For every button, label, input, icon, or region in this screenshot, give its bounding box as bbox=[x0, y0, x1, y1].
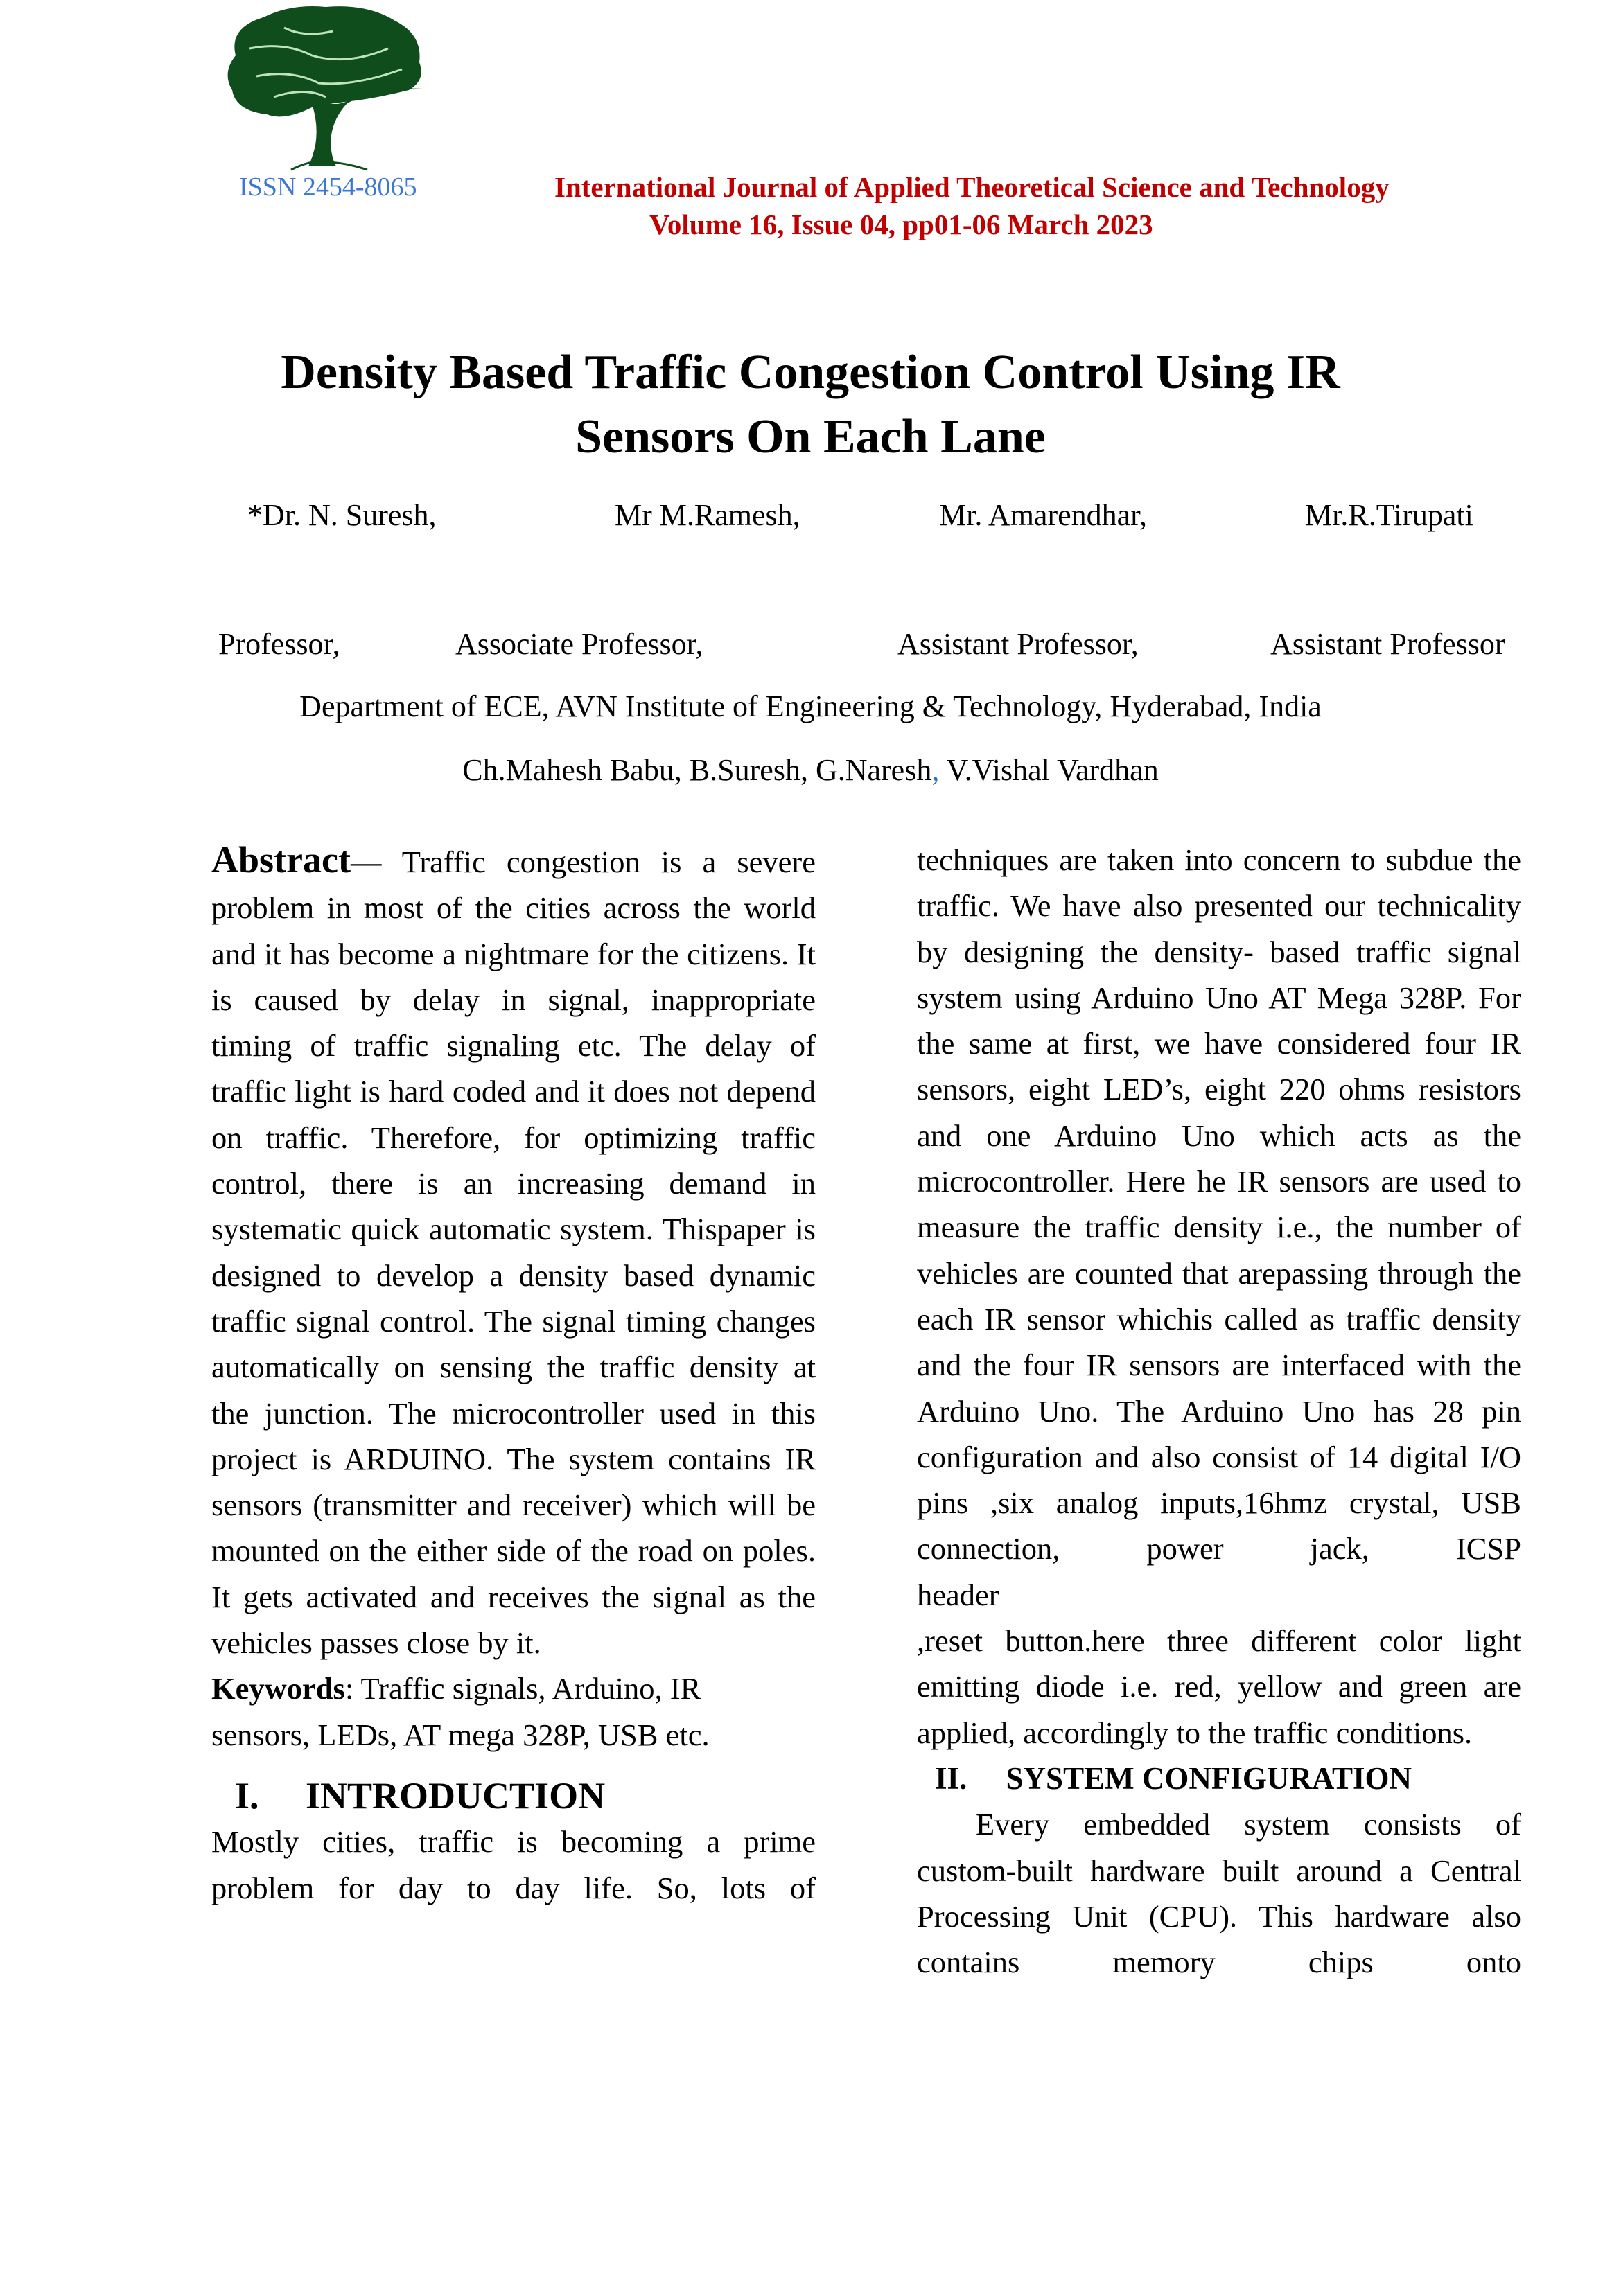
affiliation: Department of ECE, AVN Institute of Engineering & Technology, Hyderabad, India bbox=[299, 689, 1322, 723]
introduction-paragraph-cont-2: header bbox=[917, 1577, 999, 1612]
abstract-heading: Abstract bbox=[211, 839, 351, 881]
author-designation: Professor, bbox=[218, 627, 340, 661]
student-authors bbox=[0, 755, 1621, 786]
author-designation: Assistant Professor, bbox=[897, 627, 1139, 661]
paper-title-line-2: Sensors On Each Lane bbox=[575, 410, 1046, 463]
separator-comma: , bbox=[931, 753, 940, 787]
abstract-dash: — bbox=[350, 845, 382, 879]
introduction-paragraph-cont-3: ,reset button.here three different color light emitting diode i.e. red, yellow and green are applied, accordingly to the traffic conditions. bbox=[917, 1623, 1521, 1750]
introduction-paragraph-cont: techniques are taken into concern to subdue the traffic. We have also presented our technicality by designing the density- based traffic signal system using Arduino Uno AT Mega 328P. For the same at first, we have considered four IR sensors, eight LED’s, eight 220 ohms resistors and one Arduino Uno which acts as the microcontroller. Here he IR sensors are used to measure the traffic density i.e., the number of vehicles are counted that arepassing through the each IR sensor whichis called as traffic density and the four IR sensors are interfaced with the Arduino Uno. The Arduino Uno has 28 pin configuration and also consist of 14 digital I/O pins ,six analog inputs,16hmz crystal, USB connection, power jack, ICSP bbox=[917, 842, 1521, 1566]
section-heading-system-configuration bbox=[917, 1756, 1521, 1801]
paper-title-line-1: Density Based Traffic Congestion Control Using IR bbox=[281, 346, 1340, 399]
student-names: Ch.Mahesh Babu, B.Suresh, G.Naresh bbox=[462, 753, 932, 787]
section-heading-introduction bbox=[211, 1773, 816, 1819]
keywords-text-2: sensors, LEDs, AT mega 328P, USB etc. bbox=[211, 1717, 710, 1752]
section-title: INTRODUCTION bbox=[306, 1774, 606, 1817]
introduction-paragraph: Mostly cities, traffic is becoming a prime problem for day to day life. So, lots of bbox=[211, 1824, 816, 1905]
left-column bbox=[211, 837, 816, 1911]
keywords-label: Keywords bbox=[211, 1671, 345, 1706]
right-column bbox=[917, 837, 1521, 1985]
journal-name: International Journal of Applied Theoretical Science and Technology bbox=[554, 171, 1390, 203]
author-name: Mr.R.Tirupati bbox=[1305, 498, 1473, 532]
section-number: II. bbox=[935, 1760, 967, 1796]
author-name: Mr M.Ramesh, bbox=[615, 498, 800, 532]
section-number: I. bbox=[235, 1774, 259, 1817]
student-names-last: V.Vishal Vardhan bbox=[939, 753, 1159, 787]
journal-logo bbox=[208, 0, 437, 201]
system-configuration-paragraph: Every embedded system consists of custom-built hardware built around a Central Processing Unit (CPU). This hardware also contains memory chips onto bbox=[917, 1807, 1521, 1980]
keywords-text-1: : Traffic signals, Arduino, IR bbox=[344, 1671, 701, 1706]
author-designation: Associate Professor, bbox=[455, 627, 703, 661]
keywords-line bbox=[211, 1666, 816, 1758]
section-title: SYSTEM CONFIGURATION bbox=[1006, 1760, 1412, 1796]
issn-label: ISSN 2454-8065 bbox=[239, 173, 417, 201]
tree-logo-icon bbox=[208, 0, 437, 201]
abstract-text: Traffic congestion is a severe problem in most of the cities across the world and it has become a nightmare for the citizens. It is caused by delay in signal, inappropriate timing of traffic signaling etc. The delay of traffic light is hard coded and it does not depend on traffic. Therefore, for optimizing traffic control, there is an increasing demand in systematic quick automatic system. Thispaper is designed to develop a density based dynamic traffic signal control. The signal timing changes automatically on sensing the traffic density at the junction. The microcontroller used in this project is ARDUINO. The system contains IR sensors (transmitter and receiver) which will be mounted on the either side of the road on poles. It gets activated and receives the signal as the vehicles passes close by it. bbox=[211, 845, 816, 1661]
author-designation: Assistant Professor bbox=[1270, 627, 1505, 661]
abstract-paragraph bbox=[211, 837, 816, 1666]
journal-issue-line: Volume 16, Issue 04, pp01-06 March 2023 bbox=[649, 209, 1153, 240]
author-name: *Dr. N. Suresh, bbox=[247, 498, 437, 532]
author-name: Mr. Amarendhar, bbox=[939, 498, 1148, 532]
